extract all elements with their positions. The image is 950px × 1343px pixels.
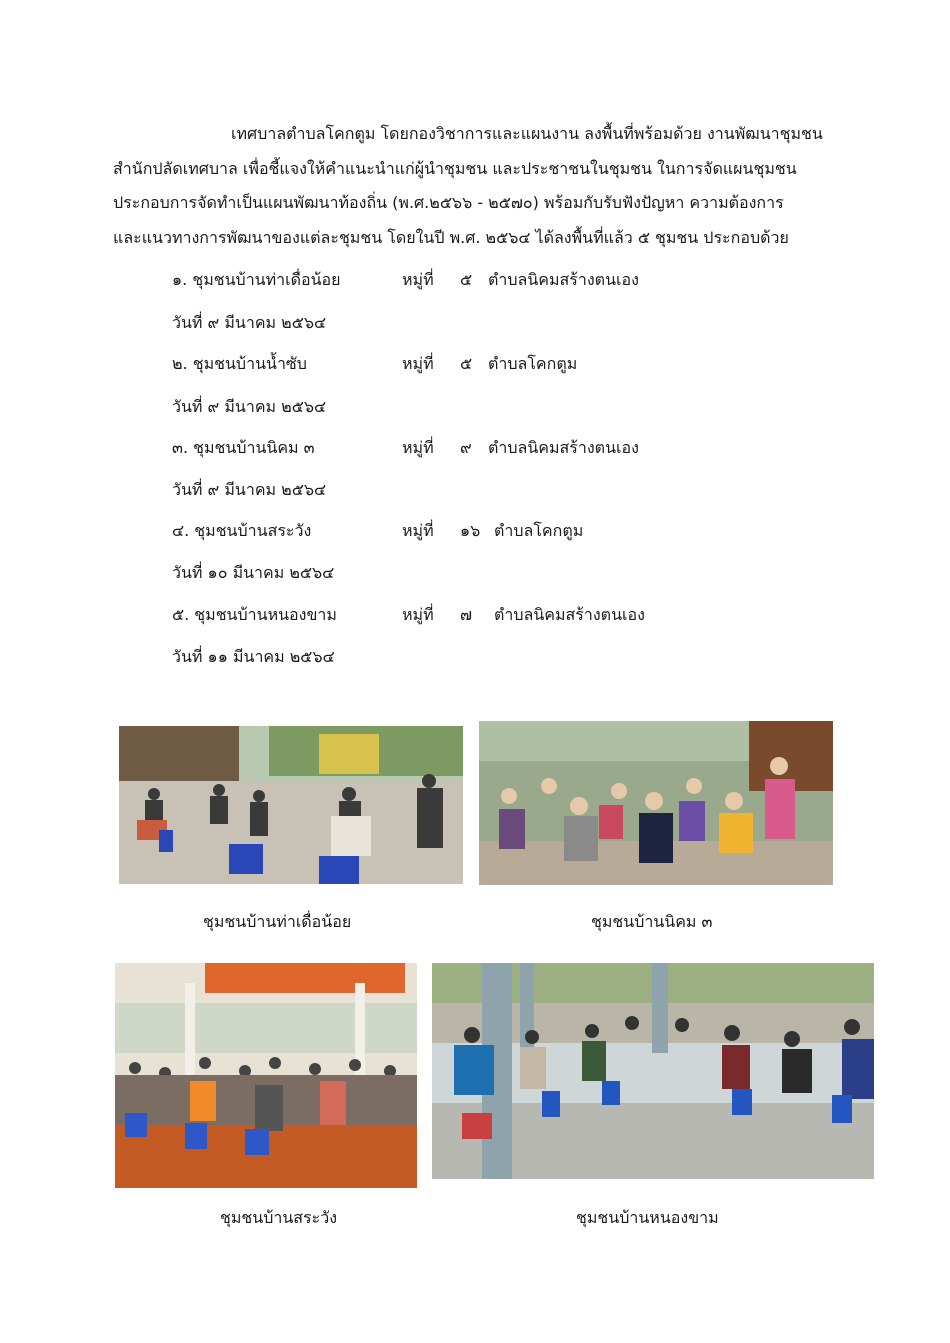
visit-date: วันที่ ๑๑ มีนาคม ๒๕๖๔ — [172, 647, 335, 666]
tambon: ตำบลนิคมสร้างตนเอง — [488, 270, 639, 289]
outdoor-meeting-image — [119, 726, 463, 884]
moo-label: หมู่ที่ — [402, 438, 434, 457]
moo-label: หมู่ที่ — [402, 270, 434, 289]
intro-line-4: และแนวทางการพัฒนาของแต่ละชุมชน โดยในปี พ.ศ. ๒๕๖๔ ได้ลงพื้นที่แล้ว ๕ ชุมชน ประกอบด้วย — [113, 227, 789, 247]
tambon: ตำบลโคกตูม — [488, 354, 578, 373]
community-name: ๒. ชุมชนบ้านน้ำซับ — [172, 354, 307, 373]
community-name: ๓. ชุมชนบ้านนิคม ๓ — [172, 438, 315, 457]
community-name: ๕. ชุมชนบ้านหนองขาม — [172, 605, 337, 624]
caption-tha-duea-noi: ชุมชนบ้านท่าเดื่อน้อย — [203, 912, 352, 931]
moo-number: ๕ — [460, 270, 473, 289]
visit-date: วันที่ ๑๐ มีนาคม ๒๕๖๔ — [172, 563, 335, 582]
pavilion-meeting-image — [432, 963, 874, 1179]
community-name: ๔. ชุมชนบ้านสระวัง — [172, 521, 312, 540]
visit-date: วันที่ ๙ มีนาคม ๒๕๖๔ — [172, 480, 327, 499]
photo-sa-wang — [115, 963, 417, 1188]
community-name: ๑. ชุมชนบ้านท่าเดื่อน้อย — [172, 270, 341, 289]
tambon: ตำบลนิคมสร้างตนเอง — [494, 605, 645, 624]
caption-sa-wang: ชุมชนบ้านสระวัง — [220, 1208, 338, 1227]
moo-label: หมู่ที่ — [402, 521, 434, 540]
tambon: ตำบลโคกตูม — [494, 521, 584, 540]
intro-line-1: เทศบาลตำบลโคกตูม โดยกองวิชาการและแผนงาน ลงพื้นที่พร้อมด้วย งานพัฒนาชุมชน — [231, 124, 823, 143]
hands-raised-image — [479, 721, 833, 885]
moo-label: หมู่ที่ — [402, 354, 434, 373]
intro-paragraph — [113, 117, 838, 255]
moo-label: หมู่ที่ — [402, 605, 434, 624]
intro-line-3: ประกอบการจัดทำเป็นแผนพัฒนาท้องถิ่น (พ.ศ.๒๕๖๖ - ๒๕๗๐) พร้อมกับรับฟังปัญหา ความต้องการ — [113, 193, 784, 212]
moo-number: ๕ — [460, 354, 473, 373]
moo-number: ๗ — [460, 605, 473, 624]
visit-date: วันที่ ๙ มีนาคม ๒๕๖๔ — [172, 397, 327, 416]
caption-nong-kham: ชุมชนบ้านหนองขาม — [576, 1208, 719, 1227]
hall-meeting-image — [115, 963, 417, 1188]
caption-nikhom-3: ชุมชนบ้านนิคม ๓ — [591, 912, 713, 931]
moo-number: ๑๖ — [460, 521, 481, 540]
intro-line-2: สำนักปลัดเทศบาล เพื่อชี้แจงให้คำแนะนำแก่ผู้นำชุมชน และประชาชนในชุมชน ในการจัดแผนชุมชน — [113, 158, 797, 178]
photo-tha-duea-noi — [119, 726, 463, 884]
photo-nikhom-3 — [479, 721, 833, 885]
tambon: ตำบลนิคมสร้างตนเอง — [488, 438, 639, 457]
visit-date: วันที่ ๙ มีนาคม ๒๕๖๔ — [172, 313, 327, 332]
photo-nong-kham — [432, 963, 874, 1179]
moo-number: ๙ — [460, 438, 472, 457]
